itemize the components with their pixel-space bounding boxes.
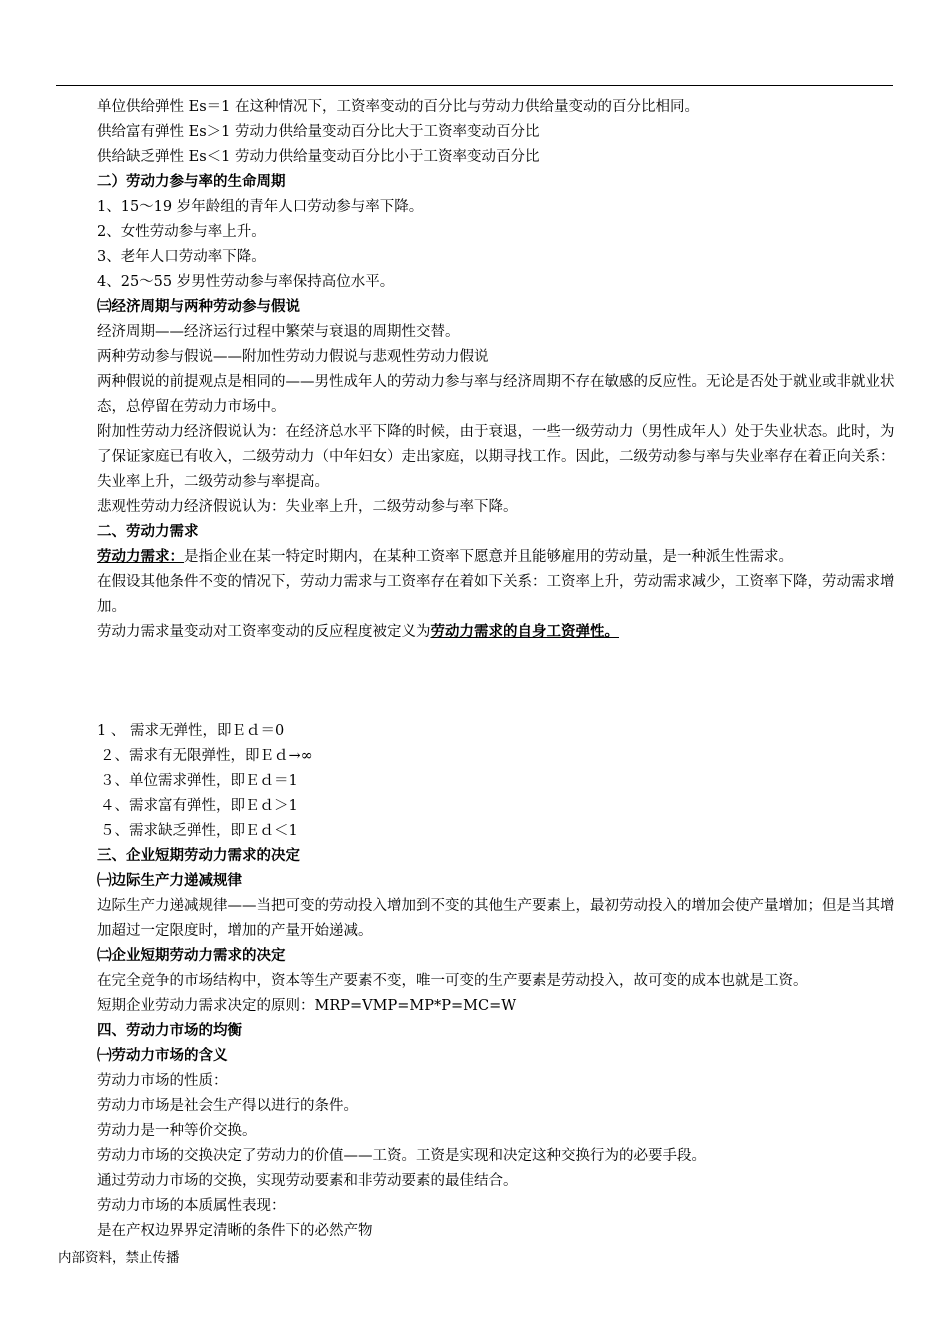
labor-demand-definition	[97, 545, 905, 570]
labor-demand-definition-text: 是指企业在某一特定时期内，在某种工资率下愿意并且能够雇用的劳动量，是一种派生性需求。	[184, 549, 793, 565]
elasticity-definition-prefix: 劳动力需求量变动对工资率变动的反应程度被定义为	[97, 624, 431, 640]
footer-note: 内部资料，禁止传播	[58, 1250, 180, 1266]
paragraph: 劳动力市场是社会生产得以进行的条件。	[97, 1098, 358, 1114]
section-heading: 三、企业短期劳动力需求的决定	[97, 848, 300, 864]
paragraph: 附加性劳动力经济假说认为：在经济总水平下降的时候，由于衰退，一些一级劳动力（男性成年人）处于失业状态。此时，为了保证家庭已有收入，二级劳动力（中年妇女）走出家庭，以期寻找工作。因此，二级劳动参与率与失业率存在着正向关系：失业率上升，二级劳动参与率提高。	[97, 424, 895, 490]
paragraph: 两种劳动参与假说——附加性劳动力假说与悲观性劳动力假说	[97, 349, 489, 365]
section-heading: ㈡企业短期劳动力需求的决定	[97, 948, 286, 964]
section-heading: 二）劳动力参与率的生命周期	[97, 174, 286, 190]
elasticity-list-item: 1 、 需求无弹性，即Ｅｄ＝0	[97, 723, 285, 739]
elasticity-term: 劳动力需求的自身工资弹性。	[430, 624, 619, 640]
paragraph: 4、25～55 岁男性劳动参与率保持高位水平。	[97, 274, 395, 290]
section-heading: ㈠边际生产力递减规律	[97, 873, 242, 889]
paragraph: 供给缺乏弹性 Es＜1 劳动力供给量变动百分比小于工资率变动百分比	[97, 149, 540, 165]
document-body	[97, 95, 905, 1244]
paragraph: 劳动力市场的性质：	[97, 1073, 228, 1089]
elasticity-definition	[97, 620, 905, 645]
paragraph: 单位供给弹性 Es＝1 在这种情况下，工资率变动的百分比与劳动力供给量变动的百分比相同。	[97, 99, 699, 115]
elasticity-list-item: ３、单位需求弹性，即Ｅｄ＝1	[100, 773, 298, 789]
paragraph: 是在产权边界界定清晰的条件下的必然产物	[97, 1223, 373, 1239]
section-heading: 二、劳动力需求	[97, 524, 199, 540]
blank-space	[97, 645, 905, 719]
section-heading: ㈠劳动力市场的含义	[97, 1048, 228, 1064]
paragraph: 短期企业劳动力需求决定的原则：MRP=VMP=MP*P=MC=W	[97, 998, 517, 1014]
paragraph: 劳动力市场的交换决定了劳动力的价值——工资。工资是实现和决定这种交换行为的必要手段。	[97, 1148, 706, 1164]
paragraph: 劳动力市场的本质属性表现：	[97, 1198, 286, 1214]
paragraph: 两种假说的前提观点是相同的——男性成年人的劳动力参与率与经济周期不存在敏感的反应性。无论是否处于就业或非就业状态，总停留在劳动力市场中。	[97, 374, 895, 415]
paragraph: 经济周期——经济运行过程中繁荣与衰退的周期性交替。	[97, 324, 460, 340]
paragraph: 通过劳动力市场的交换，实现劳动要素和非劳动要素的最佳结合。	[97, 1173, 518, 1189]
paragraph: 1、15～19 岁年龄组的青年人口劳动参与率下降。	[97, 199, 424, 215]
labor-demand-relation: 在假设其他条件不变的情况下，劳动力需求与工资率存在着如下关系：工资率上升，劳动需求减少，工资率下降，劳动需求增加。	[97, 574, 895, 615]
paragraph: 悲观性劳动力经济假说认为：失业率上升，二级劳动参与率下降。	[97, 499, 518, 515]
elasticity-list-item: ５、需求缺乏弹性，即Ｅｄ＜1	[100, 823, 298, 839]
paragraph: 3、老年人口劳动率下降。	[97, 249, 266, 265]
header-rule	[56, 85, 893, 86]
paragraph: 2、女性劳动参与率上升。	[97, 224, 266, 240]
labor-demand-term: 劳动力需求：	[97, 549, 184, 565]
paragraph: 边际生产力递减规律——当把可变的劳动投入增加到不变的其他生产要素上，最初劳动投入的增加会使产量增加；但是当其增加超过一定限度时，增加的产量开始递减。	[97, 898, 895, 939]
elasticity-list-item: ４、需求富有弹性，即Ｅｄ＞1	[100, 798, 298, 814]
section-supply-and-participation	[97, 95, 905, 545]
elasticity-list-item: ２、需求有无限弹性，即Ｅｄ→∞	[100, 748, 313, 764]
elasticity-list	[97, 719, 905, 844]
paragraph: 供给富有弹性 Es＞1 劳动力供给量变动百分比大于工资率变动百分比	[97, 124, 540, 140]
section-heading: 四、劳动力市场的均衡	[97, 1023, 242, 1039]
paragraph: 劳动力是一种等价交换。	[97, 1123, 257, 1139]
section-short-term-demand-and-market	[97, 844, 905, 1244]
section-heading: ㈢经济周期与两种劳动参与假说	[97, 299, 300, 315]
paragraph: 在完全竞争的市场结构中，资本等生产要素不变，唯一可变的生产要素是劳动投入，故可变的成本也就是工资。	[97, 973, 808, 989]
